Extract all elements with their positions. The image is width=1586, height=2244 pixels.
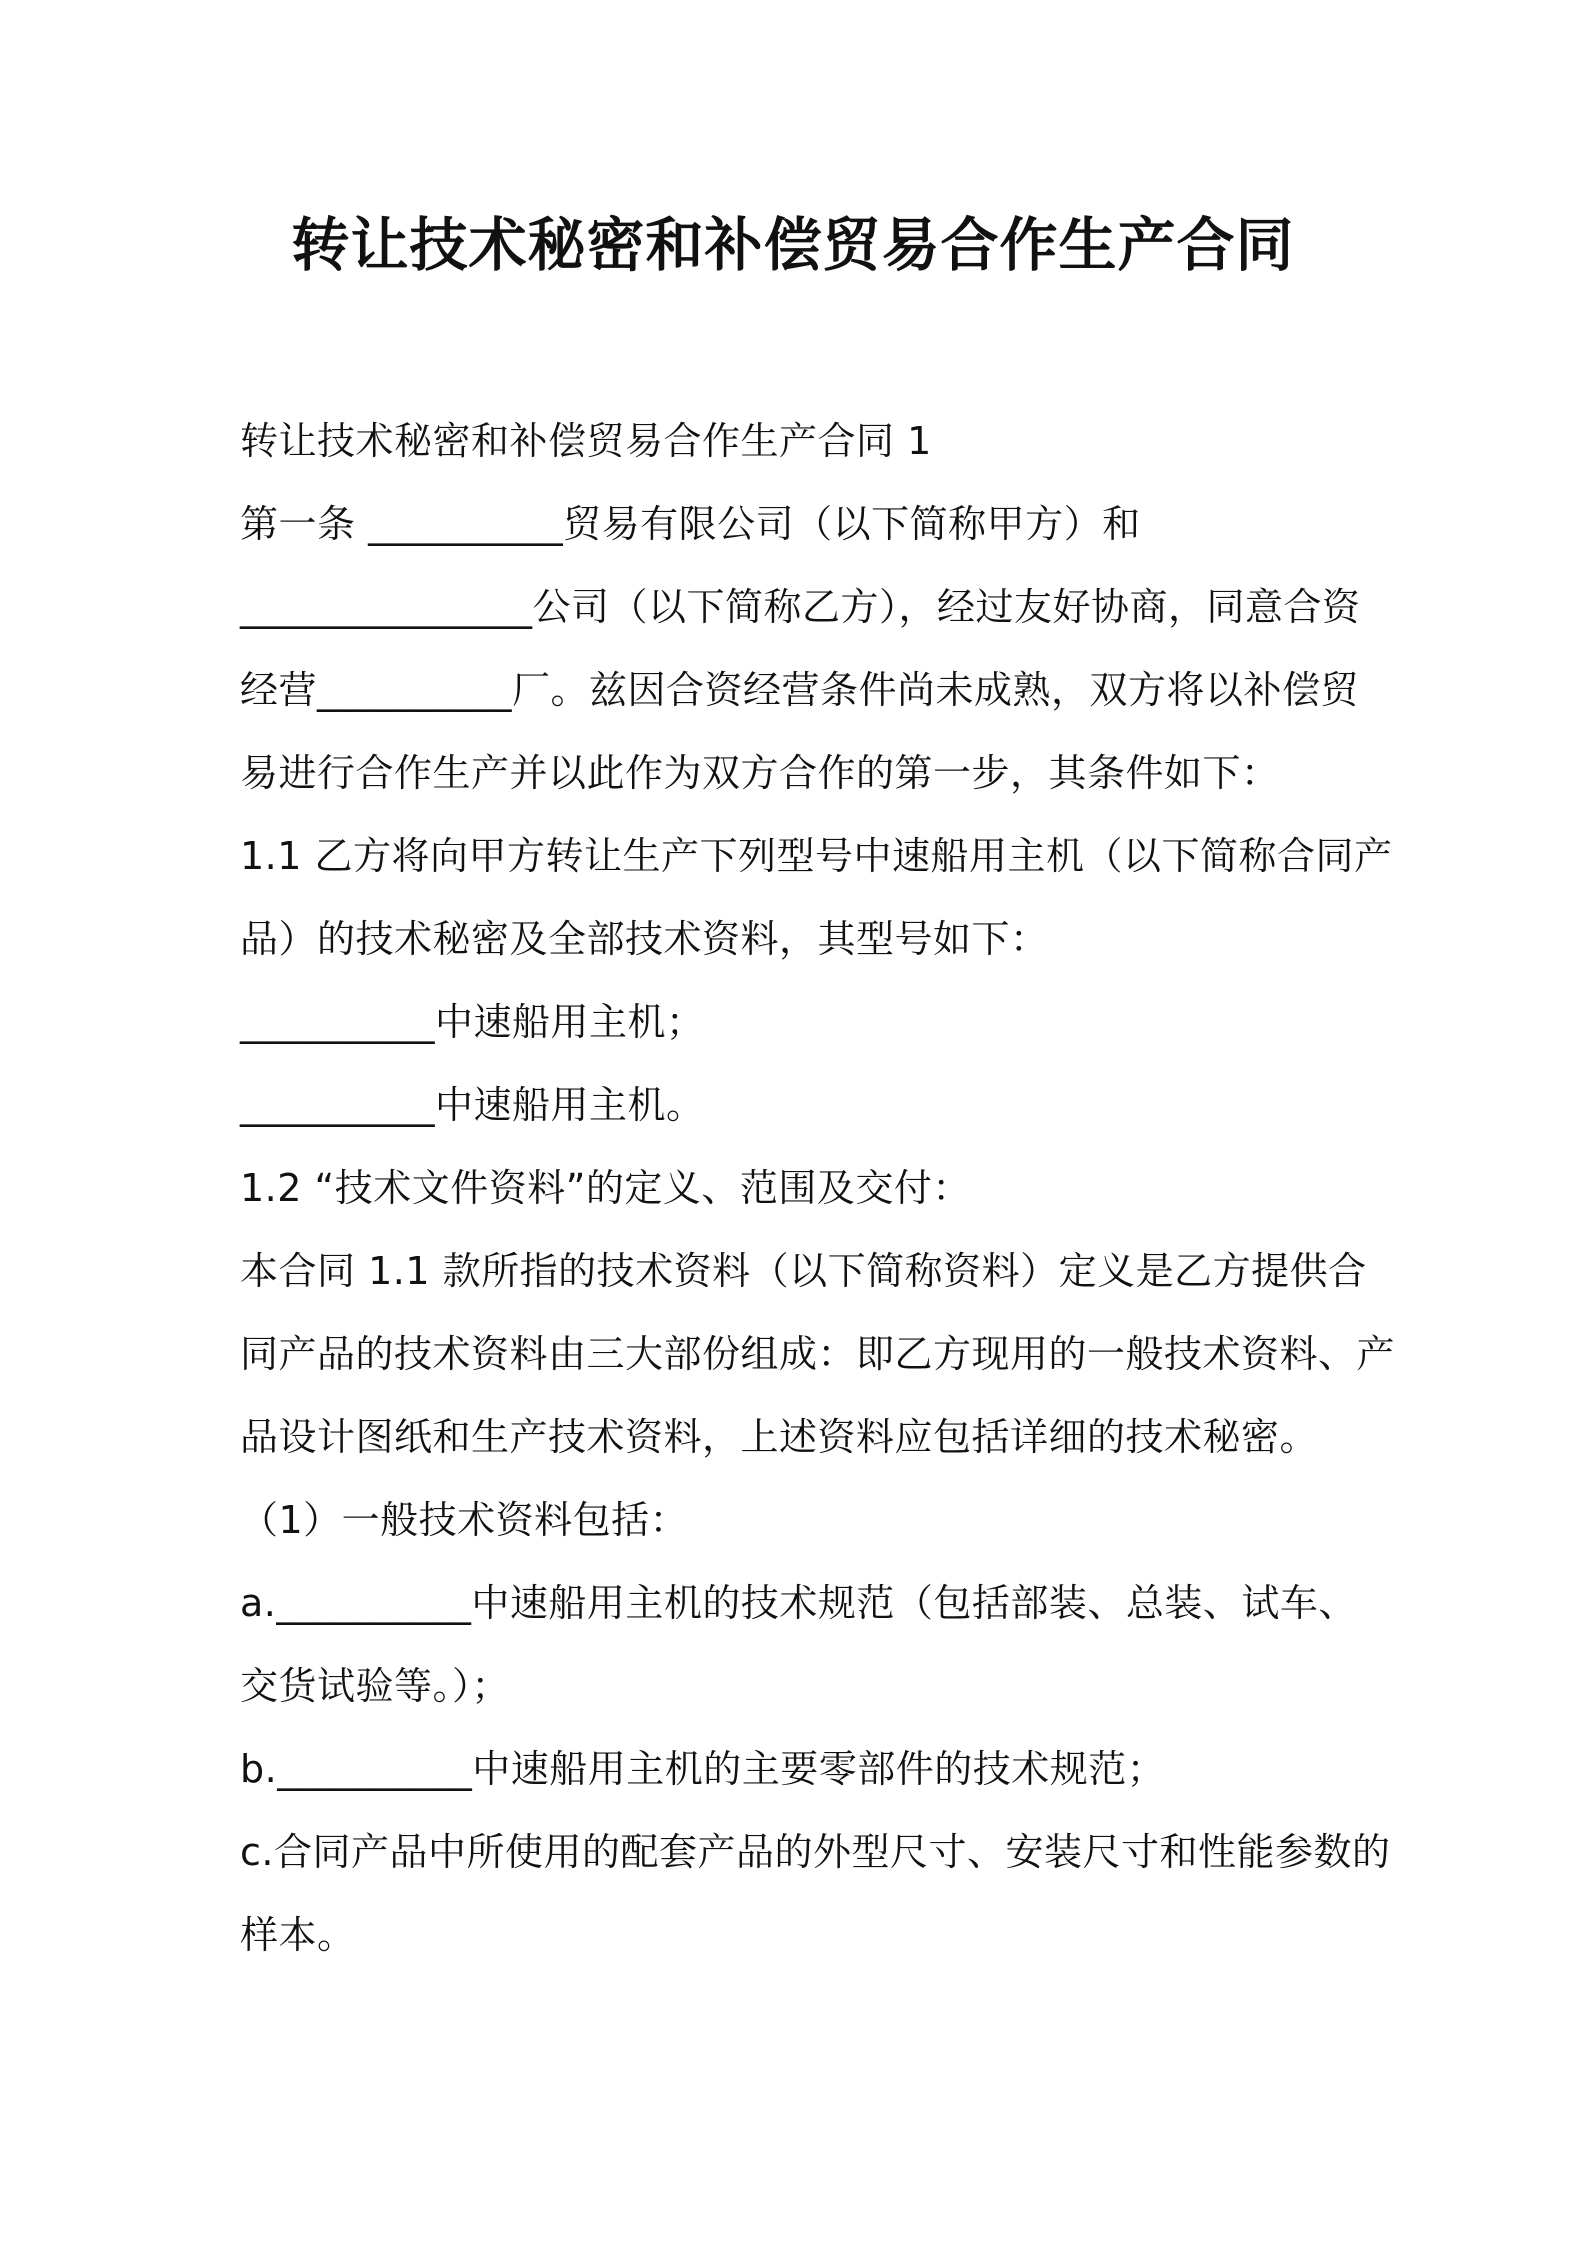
list-heading: （1）一般技术资料包括： [240,1498,689,1542]
paragraph-line: 品设计图纸和生产技术资料，上述资料应包括详细的技术秘密。 [240,1415,1319,1459]
list-item: 交货试验等。）； [240,1664,511,1708]
paragraph-line: 同产品的技术资料由三大部份组成：即乙方现用的一般技术资料、产 [240,1332,1396,1376]
paragraph-line: 品）的技术秘密及全部技术资料，其型号如下： [240,917,1049,961]
paragraph-line: 第一条 __________贸易有限公司（以下简称甲方）和 [240,502,1141,546]
paragraph-line: 经营__________厂。兹因合资经营条件尚未成熟，双方将以补偿贸 [240,668,1360,712]
paragraph-line: __________中速船用主机； [240,1000,705,1044]
paragraph-line: __________中速船用主机。 [240,1083,705,1127]
document-title: 转让技术秘密和补偿贸易合作生产合同 [291,211,1295,279]
paragraph-line: 易进行合作生产并以此作为双方合作的第一步，其条件如下： [240,751,1280,795]
list-item: b.__________中速船用主机的主要零部件的技术规范； [240,1747,1166,1791]
subtitle-line: 转让技术秘密和补偿贸易合作生产合同 1 [240,419,932,463]
paragraph-line: 1.1 乙方将向甲方转让生产下列型号中速船用主机（以下简称合同产 [240,834,1393,878]
paragraph-line: _______________公司（以下简称乙方），经过友好协商，同意合资 [240,585,1361,629]
paragraph-line: 本合同 1.1 款所指的技术资料（以下简称资料）定义是乙方提供合 [240,1249,1367,1293]
section-heading: 1.2 “技术文件资料”的定义、范围及交付： [240,1166,971,1210]
list-item: c.合同产品中所使用的配套产品的外型尺寸、安装尺寸和性能参数的 [240,1830,1391,1874]
document-body [240,400,1396,1977]
list-item: 样本。 [240,1913,356,1957]
list-item: a.__________中速船用主机的技术规范（包括部装、总装、试车、 [240,1581,1357,1625]
